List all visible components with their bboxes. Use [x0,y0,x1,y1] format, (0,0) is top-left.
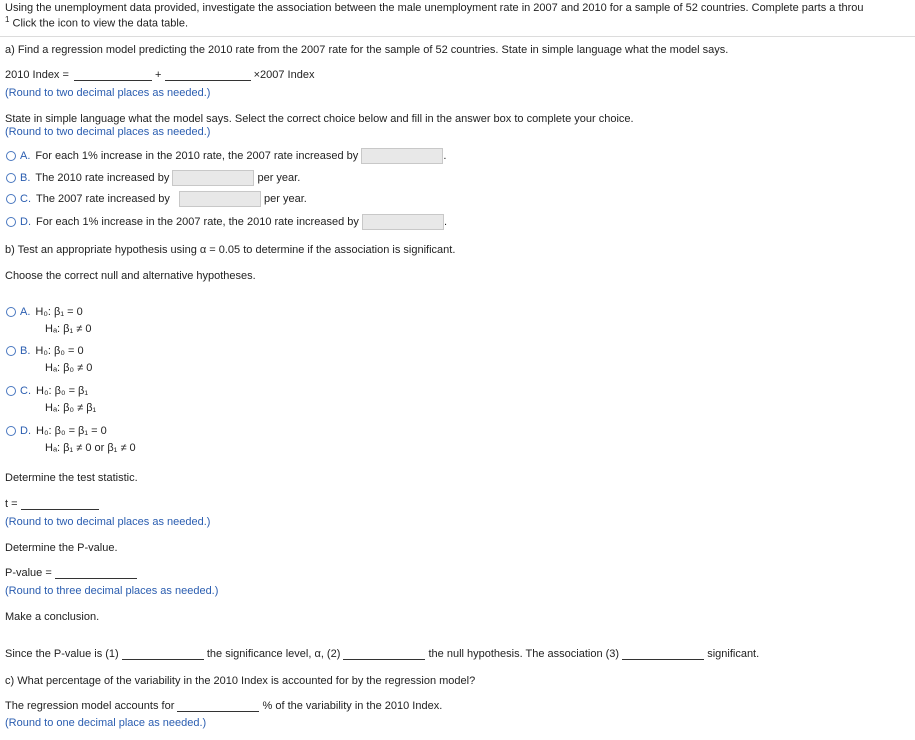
since-text-2: the significance level, α, (2) [206,648,341,660]
since-text-4: significant. [707,648,760,660]
conclusion-sentence [5,648,759,660]
choice-d-input[interactable] [362,214,444,230]
since-text-1: Since the P-value is (1) [5,648,119,660]
choice-after: . [443,215,447,228]
choice-letter: B. [20,171,31,184]
part-a-question: a) Find a regression model predicting the 2010 rate from the 2007 rate for the sample of 52 countries. State in simple language what the model says. [5,44,729,56]
choice-a-row[interactable] [6,148,446,164]
intercept-input[interactable] [74,69,152,81]
choice-letter: D. [20,215,31,228]
radio-b[interactable] [6,173,16,183]
choice-letter: C. [20,385,31,397]
null-hypothesis: H₀: β₀ = 0 [35,345,84,357]
null-hypothesis: H₀: β₁ = 0 [35,306,83,318]
radio-hyp-d[interactable] [6,426,16,436]
choice-after: per year. [257,171,301,184]
choice-b-input[interactable] [172,170,254,186]
part-b-question: b) Test an appropriate hypothesis using α = 0.05 to determine if the association is significant. [5,244,456,256]
hyp-a-row[interactable] [6,306,83,318]
part-c-question: c) What percentage of the variability in the 2010 Index is accounted for by the regression model? [5,675,476,687]
radio-c[interactable] [6,194,16,204]
null-hypothesis: H₀: β₀ = β₁ [36,385,89,397]
choice-text: For each 1% increase in the 2007 rate, the 2010 rate increased by [36,215,359,228]
choice-letter: A. [20,149,31,162]
choice-d-row[interactable] [6,214,447,230]
choice-b-row[interactable] [6,170,300,186]
since-text-3: the null hypothesis. The association (3) [428,648,620,660]
choice-c-input[interactable] [179,191,261,207]
hyp-c-row[interactable] [6,385,88,397]
pvalue-input[interactable] [55,567,137,579]
footnote-number: 1 [5,15,10,24]
choice-letter: A. [20,306,31,318]
conclusion-prompt: Make a conclusion. [5,611,100,623]
choice-letter: B. [20,345,31,357]
alt-hypothesis: Hₐ: β₀ ≠ β₁ [45,402,97,414]
dropdown-1[interactable] [122,648,204,660]
radio-a[interactable] [6,151,16,161]
divider [0,36,915,37]
t-round-note: (Round to two decimal places as needed.) [5,516,211,528]
choice-text: For each 1% increase in the 2010 rate, the 2007 rate increased by [35,149,359,162]
pvalue-row [5,567,137,579]
choice-text: The 2010 rate increased by [35,171,170,184]
choose-hypotheses: Choose the correct null and alternative hypotheses. [5,270,256,282]
state-prompt: State in simple language what the model says. Select the correct choice below and fill in the answer box to complete your choice. [5,113,634,125]
test-stat-prompt: Determine the test statistic. [5,472,138,484]
t-input[interactable] [21,498,99,510]
regression-equation [5,69,314,81]
t-label: t = [5,498,18,510]
hyp-d-row[interactable] [6,425,107,437]
t-row [5,498,99,510]
radio-hyp-b[interactable] [6,346,16,356]
data-table-note[interactable] [5,15,188,30]
dropdown-2[interactable] [343,648,425,660]
alt-hypothesis: Hₐ: β₀ ≠ 0 [45,362,93,374]
dropdown-3[interactable] [622,648,704,660]
eq-plus: + [155,69,162,81]
slope-input[interactable] [165,69,251,81]
null-hypothesis: H₀: β₀ = β₁ = 0 [36,425,107,437]
choice-text: The 2007 rate increased by [36,192,170,205]
choice-letter: C. [20,192,31,205]
alt-hypothesis: Hₐ: β₁ ≠ 0 [45,323,92,335]
eq-right-label: ×2007 Index [253,69,315,81]
round-note-a: (Round to two decimal places as needed.) [5,87,211,99]
radio-hyp-a[interactable] [6,307,16,317]
pvalue-label: P-value = [5,567,52,579]
choice-after: per year. [264,192,307,205]
eq-left-label: 2010 Index = [5,69,69,81]
choice-after: . [443,149,447,162]
hyp-b-row[interactable] [6,345,84,357]
accounts-after: % of the variability in the 2010 Index. [262,700,443,712]
accounts-row [5,700,442,712]
choice-a-input[interactable] [361,148,443,164]
percentage-input[interactable] [177,700,259,712]
data-table-link-text: Click the icon to view the data table. [12,17,188,30]
radio-hyp-c[interactable] [6,386,16,396]
round-note-c: (Round to one decimal place as needed.) [5,717,207,729]
radio-d[interactable] [6,217,16,227]
state-round-note: (Round to two decimal places as needed.) [5,126,211,138]
intro-text: Using the unemployment data provided, investigate the association between the male unemployment rate in 2007 and 2010 for a sample of 52 countries. Complete parts a throu [5,2,864,14]
pvalue-round-note: (Round to three decimal places as needed.) [5,585,219,597]
alt-hypothesis: Hₐ: β₁ ≠ 0 or β₁ ≠ 0 [45,442,136,454]
choice-letter: D. [20,425,31,437]
accounts-label: The regression model accounts for [5,700,175,712]
choice-c-row[interactable] [6,191,307,207]
pvalue-prompt: Determine the P-value. [5,542,118,554]
